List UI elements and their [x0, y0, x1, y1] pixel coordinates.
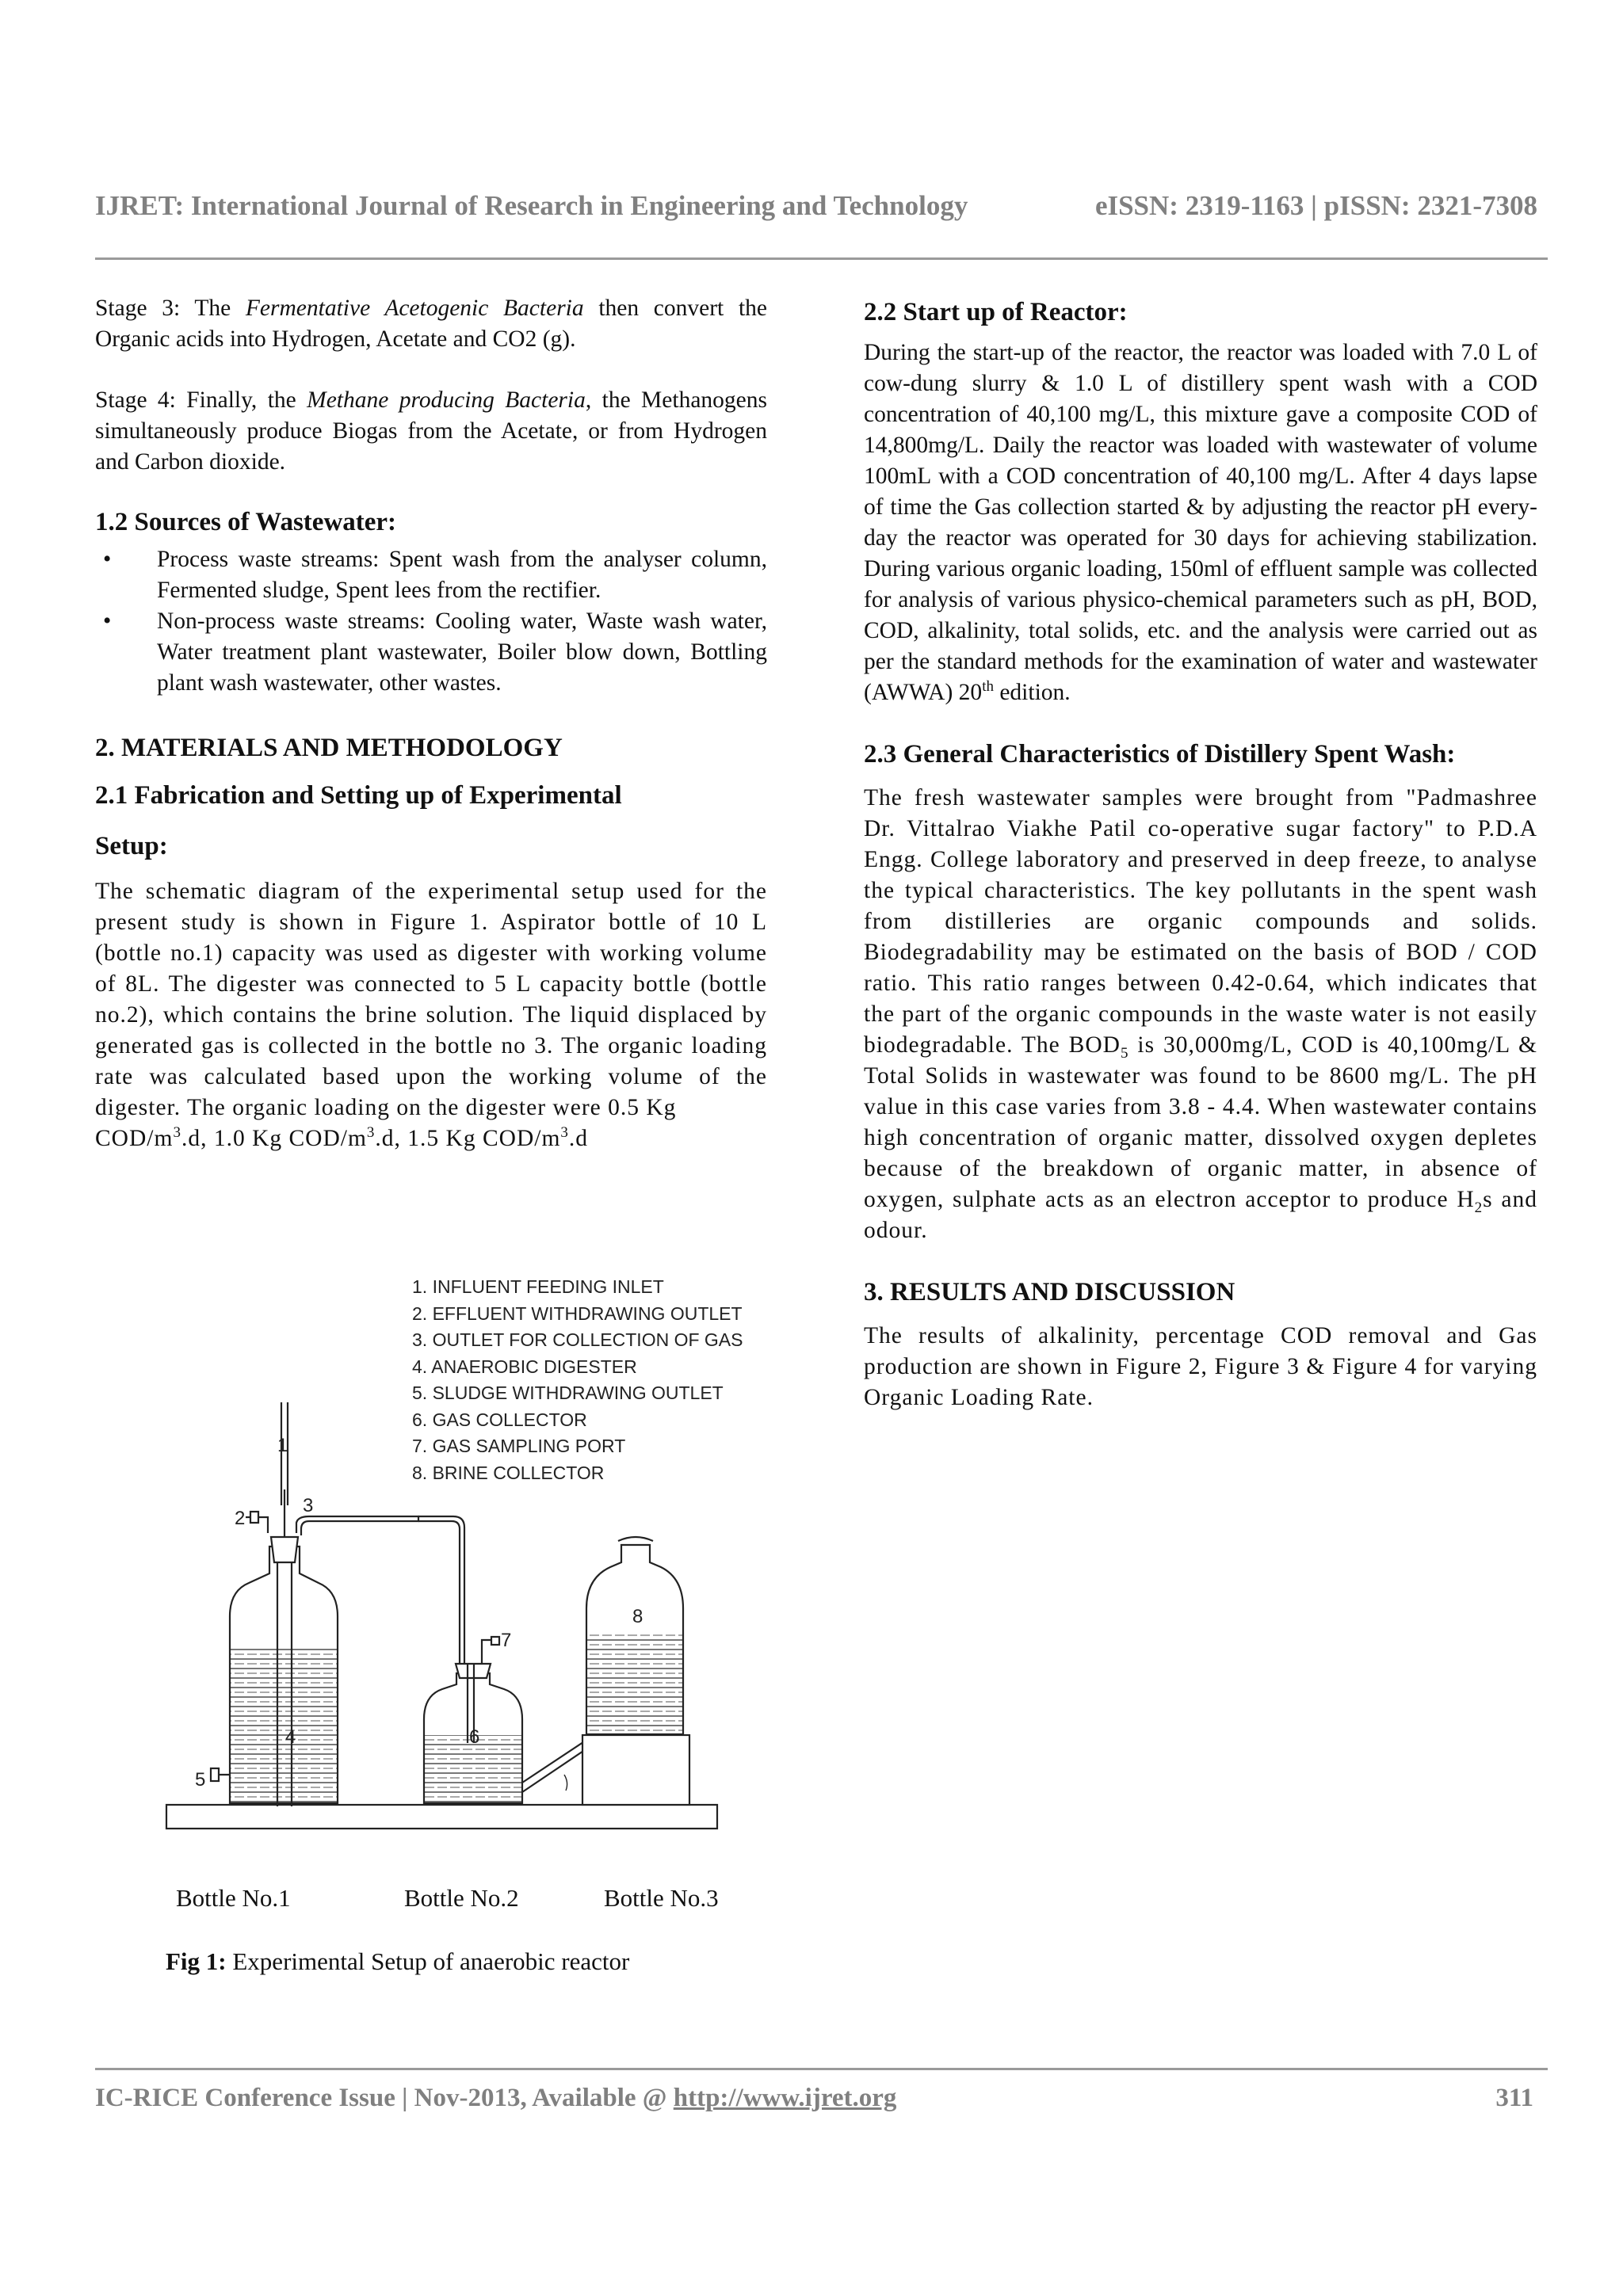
running-header — [95, 190, 1537, 222]
gas-collector-bottle — [424, 1637, 522, 1803]
digester-bottle — [211, 1402, 418, 1806]
issn: eISSN: 2319-1163 | pISSN: 2321-7308 — [1094, 190, 1537, 221]
legend-item: 1. INFLUENT FEEDING INLET — [412, 1276, 664, 1297]
bottle-label-2: Bottle No.2 — [404, 1884, 519, 1912]
section-2-heading: 2. MATERIALS AND METHODOLOGY — [95, 734, 563, 762]
part-number: 6 — [469, 1726, 480, 1748]
right-column — [864, 293, 1537, 1413]
wastewater-sources-list — [95, 544, 767, 699]
section-1-2-heading: 1.2 Sources of Wastewater: — [95, 508, 397, 536]
startup-paragraph: During the start-up of the reactor, the reactor was loaded with 7.0 L of cow-dung slurry & 1.0 L of distillery spent wash with a COD concentration of 40,100 mg/L, this mixture gave a composite COD of 14,800mg/L. Daily the reactor was loaded with wastewater of volume 100mL with a COD concentration of 40,100 mg/L. After 4 days lapse of time the Gas collection started & by adjusting the reactor pH every-day the reactor was operated for 30 days for achieving stabilization. During various organic loading, 150ml of effluent sample was collected for analysis of various physico-chemical parameters such as pH, BOD, COD, alkalinity, total solids, etc. and the analysis were carried out as per the standard methods for the examination of water and wastewater (AWWA) 20th edition. — [864, 340, 1537, 705]
list-item: • Non-process waste streams: Cooling water, Waste wash water, Water treatment plant wastewater, Boiler blow down, Bottling plant wash wastewater, other wastes. — [103, 608, 767, 696]
figure-caption: Fig 1: Experimental Setup of anaerobic reactor — [166, 1947, 630, 1975]
journal-title: IJRET: International Journal of Research in Engineering and Technology — [95, 190, 968, 221]
bottle-label-3: Bottle No.3 — [604, 1884, 719, 1912]
part-number: 4 — [285, 1726, 296, 1748]
brine-collector-bottle — [586, 1537, 683, 1734]
results-paragraph: The results of alkalinity, percentage COD removal and Gas production are shown in Figure 2, Figure 3 & Figure 4 for varying Organic Loading Rate. — [864, 1323, 1537, 1410]
setup-paragraph: The schematic diagram of the experimental setup used for the present study is shown in Figure 1. Aspirator bottle of 10 L (bottle no.1) capacity was used as digester with working volume of 8L. The digester was connected to 5 L capacity bottle (bottle no.2), which contains the brine solution. The liquid displaced by generated gas is collected in the bottle no 3. The organic loading rate was calculated based upon the working volume of the digester. The organic loading on the digester were 0.5 Kg COD/$m^3.d$, 1.0 Kg COD/$m^3.d$, 1.5 Kg COD/$m^3.d$ — [95, 879, 767, 1151]
section-2-1-heading-cont: Setup: — [95, 832, 168, 860]
footer-text: IC-RICE Conference Issue | Nov-2013, Available @ http://www.ijret.org — [95, 2084, 897, 2112]
footer-rule — [95, 2068, 1548, 2070]
characteristics-paragraph: The fresh wastewater samples were brought from "Padmashree Dr. Vittalrao Viakhe Patil co-operative sugar factory" to P.D.A Engg. College laboratory and preserved in deep freeze, to analyse the typical characteristics. The key pollutants in the spent wash from distilleries are organic compounds and solids. Biodegradability may be estimated on the basis of BOD / COD ratio. This ratio ranges between 0.42-0.64, which indicates that the part of the organic compounds in the waste water is not easily biodegradable. The $BOD_5$ is 30,000mg/L, COD is 40,100mg/L & Total Solids in wastewater was found to be 8600 mg/L. The pH value in this case varies from 3.8 - 4.4. When wastewater contains high concentration of organic matter, dissolved oxygen depletes because of the breakdown of organic matter, in absence of oxygen, sulphate acts as an electron acceptor to produce $H_2s$ and odour. — [864, 785, 1537, 1243]
running-footer — [95, 2084, 1533, 2113]
section-2-3-heading: 2.3 General Characteristics of Distillery Spent Wash: — [864, 740, 1456, 769]
list-item: • Process waste streams: Spent wash from the analyser column, Fermented sludge, Spent lees from the rectifier. — [103, 547, 767, 603]
part-number: 2 — [235, 1508, 246, 1529]
legend-item: 6. GAS COLLECTOR — [412, 1409, 587, 1430]
part-number: 3 — [303, 1495, 314, 1516]
pedestal — [582, 1735, 689, 1805]
part-number: 8 — [632, 1606, 643, 1627]
section-2-1-heading: 2.1 Fabrication and Setting up of Experimental — [95, 781, 622, 810]
stage4-paragraph: Stage 4: Finally, the Methane producing Bacteria, the Methanogens simultaneously produce Biogas from the Acetate, or from Hydrogen and Carbon dioxide. — [95, 387, 767, 475]
legend-item: 7. GAS SAMPLING PORT — [412, 1436, 626, 1456]
legend-item: 4. ANAEROBIC DIGESTER — [412, 1356, 637, 1377]
legend-item: 5. SLUDGE WITHDRAWING OUTLET — [412, 1383, 724, 1403]
legend-item: 8. BRINE COLLECTOR — [412, 1462, 605, 1483]
page-number: 311 — [1495, 2084, 1533, 2112]
part-number: 7 — [501, 1630, 512, 1651]
bottle-label-1: Bottle No.1 — [176, 1884, 291, 1912]
legend-item: 2. EFFLUENT WITHDRAWING OUTLET — [412, 1302, 743, 1324]
part-number: 5 — [195, 1769, 206, 1791]
header-rule — [95, 257, 1548, 260]
reactor-schematic — [151, 1268, 753, 1846]
stage3-paragraph: Stage 3: The Fermentative Acetogenic Bacteria then convert the Organic acids into Hydrogen, Acetate and CO2 (g). — [95, 296, 767, 352]
section-2-2-heading: 2.2 Start up of Reactor: — [864, 298, 1128, 326]
left-column — [95, 293, 767, 1154]
part-number: 1 — [277, 1435, 288, 1456]
journal-link[interactable]: http://www.ijret.org — [673, 2084, 897, 2112]
section-3-heading: 3. RESULTS AND DISCUSSION — [864, 1278, 1235, 1306]
base-board — [166, 1805, 717, 1829]
legend-item: 3. OUTLET FOR COLLECTION OF GAS — [412, 1329, 743, 1350]
